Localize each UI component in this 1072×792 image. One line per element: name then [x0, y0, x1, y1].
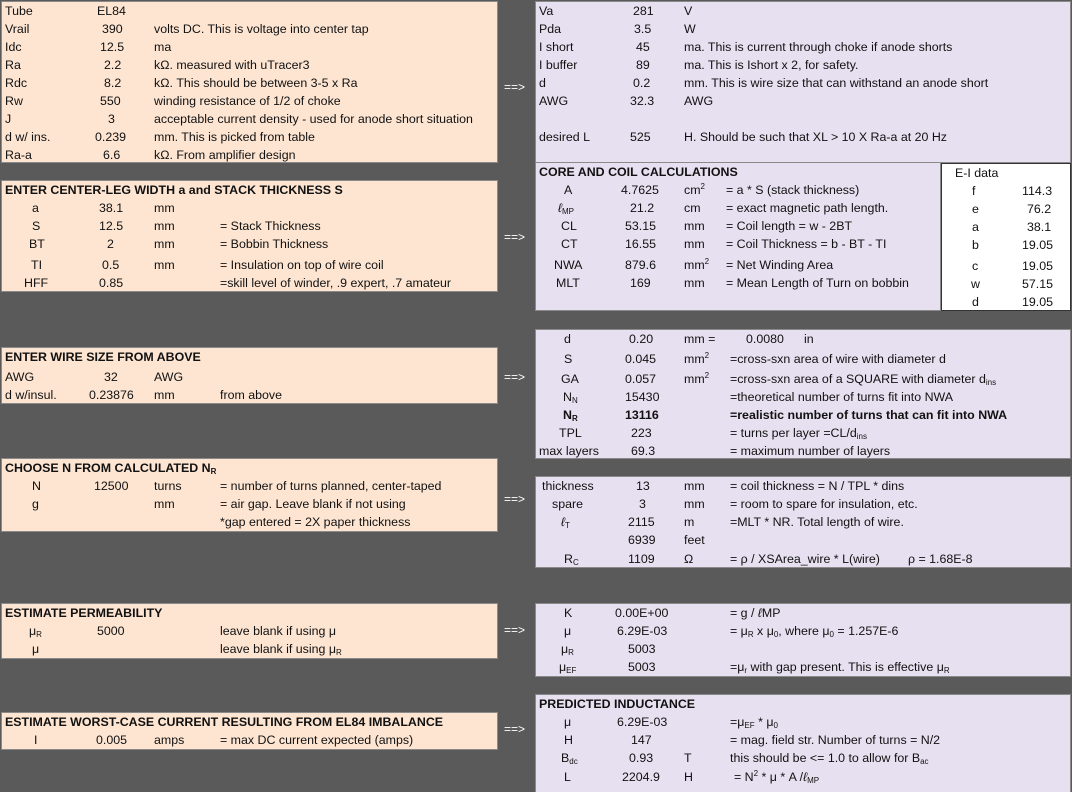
- param-row-rdc: Rdc 8.2 kΩ. This should be between 3-5 x Ra: [5, 76, 358, 90]
- calc-row-thickness: thickness 13 mm = coil thickness = N / TPL * dins: [542, 479, 905, 493]
- section-title: ESTIMATE WORST-CASE CURRENT RESULTING FROM EL84 IMBALANCE: [5, 715, 444, 729]
- calc-row-nr: $N_R$ 13116 =realistic number of turns that can fit into NWA: [563, 408, 1008, 423]
- a-value[interactable]: 38.1: [99, 201, 124, 215]
- lmp-symbol: ℓ$_{MP}$: [558, 201, 575, 216]
- calc-row-spare: spare 3 mm = room to spare for insulation, etc.: [552, 497, 918, 511]
- calc-row-lt: ℓ$_T$ 2115 m =MLT * NR. Total length of wire.: [561, 515, 904, 530]
- section-title: CORE AND COIL CALCULATIONS: [539, 165, 738, 179]
- tube-value[interactable]: EL84: [97, 4, 126, 18]
- current-imbalance-panel: [1, 712, 498, 750]
- ei-title: E-I data: [955, 166, 999, 180]
- ei-row-d: d 19.05: [972, 295, 1054, 309]
- dins-value[interactable]: 0.239: [95, 130, 127, 144]
- ei-row-w: w 57.15: [971, 277, 1054, 291]
- air-gap-value[interactable]: [94, 495, 144, 513]
- k-desc: = g / ℓMP: [730, 606, 781, 620]
- param-row-ra: Ra 2.2 kΩ. measured with uTracer3: [5, 58, 310, 72]
- calc-row-d: d 0.2 mm. This is wire size that can withstand an anode short: [539, 76, 989, 90]
- arrow-5: ==>: [504, 623, 526, 637]
- arrow-4: ==>: [504, 492, 526, 506]
- perm-row-mu: μ leave blank if using $\mu_R$: [32, 642, 342, 657]
- choose-n-title: CHOOSE N FROM CALCULATED $N_R$: [5, 461, 217, 476]
- ra-value[interactable]: 2.2: [104, 58, 122, 72]
- calc-row-cl: CL 53.15 mm = Coil length = w - 2BT: [561, 219, 853, 233]
- raa-value[interactable]: 6.6: [103, 148, 121, 162]
- idc-value[interactable]: 12.5: [100, 40, 125, 54]
- calc-row-ct: CT 16.55 mm = Coil Thickness = b - BT - TI: [561, 237, 887, 251]
- calc-row-d-wire: d 0.20 mm = 0.0080 in: [564, 332, 814, 346]
- desired-l-value[interactable]: 525: [630, 130, 651, 144]
- arrow-3: ==>: [504, 370, 526, 384]
- lt-symbol: ℓ$_T$: [561, 515, 570, 530]
- permeability-panel: [1, 603, 498, 659]
- calc-row-pda: Pda 3.5 W: [539, 22, 696, 36]
- calc-row-max-layers: max layers 69.3 = maximum number of layers: [539, 444, 891, 458]
- ind-row-h: H 147 = mag. field str. Number of turns = N/2: [564, 733, 941, 747]
- calc-row-area: A 4.7625 $cm^2$ = a * S (stack thickness): [564, 181, 860, 197]
- section-title: PREDICTED INDUCTANCE: [539, 697, 696, 711]
- ind-row-bdc: $B_{dc}$ 0.93 T this should be <= 1.0 to allow for $B_{ac}$: [561, 751, 929, 766]
- j-value[interactable]: 3: [108, 112, 115, 126]
- calc-row-mu: μ 6.29E-03 = $\mu_R$ x $\mu_0$, where $\mu_0 = 1.257E-6$: [564, 624, 899, 639]
- mur-value[interactable]: 5000: [97, 624, 125, 638]
- bt-value[interactable]: 2: [107, 237, 114, 251]
- calc-row-lmp: ℓ$_{MP}$ 21.2 cm = exact magnetic path length.: [558, 201, 889, 216]
- ind-row-l: L 2204.9 H = $N^2$ * μ * A /ℓ$_{MP}$: [564, 768, 820, 785]
- param-row-idc: Idc 12.5 ma: [5, 40, 172, 54]
- calc-row-va: Va 281 V: [539, 4, 693, 18]
- mu-calc-desc: = $\mu_R$ x $\mu_0$, where $\mu_0 = 1.257E-6$: [730, 624, 899, 639]
- permeability-calc-panel: [535, 603, 1071, 677]
- wire-calculations-panel: [535, 329, 1071, 459]
- calc-row-awg: AWG 32.3 AWG: [539, 94, 714, 108]
- bdc-symbol: $B_{dc}$: [561, 751, 578, 766]
- arrow-1: ==>: [504, 80, 526, 94]
- tpl-desc: = turns per layer $=CL/d_{ins}$: [730, 426, 867, 441]
- calc-row-muef: $\mu_{EF}$ 5003 $=\mu_r$ with gap present. This is effective $\mu_R$: [559, 660, 950, 675]
- calc-row-ga: GA 0.057 $mm^2$ =cross-sxn area of a SQUARE with diameter $d_{ins}$: [561, 370, 997, 387]
- unit-cm2: $cm^2$: [684, 181, 705, 197]
- ga-desc: =cross-sxn area of a SQUARE with diameter $d_{ins}$: [730, 372, 997, 387]
- muef-desc: $=\mu_r$ with gap present. This is effective $\mu_R$: [730, 660, 950, 675]
- calc-row-nwa: NWA 879.6 $mm^2$ = Net Winding Area: [554, 256, 834, 272]
- thickness-desc: = coil thickness = N / TPL * dins: [730, 479, 905, 493]
- ei-row-f: f 114.3: [972, 184, 1053, 198]
- calc-row-ishort: I short 45 ma. This is current through choke if anode shorts: [539, 40, 953, 54]
- param-row-rw: Rw 550 winding resistance of 1/2 of choke: [5, 94, 341, 108]
- calc-row-nn: $N_N$ 15430 =theoretical number of turns fit into NWA: [563, 390, 954, 405]
- calc-row-ibuffer: I buffer 89 ma. This is Ishort x 2, for safety.: [539, 58, 859, 72]
- calc-row-tpl: TPL 223 = turns per layer $=CL/d_{ins}$: [559, 426, 867, 441]
- predicted-inductance-panel: [535, 694, 1071, 792]
- ei-data-table: [941, 163, 1071, 311]
- turns-row-n: N 12500 turns = number of turns planned, center-taped: [32, 479, 442, 493]
- section-title: ENTER CENTER-LEG WIDTH a and STACK THICKNESS S: [5, 183, 343, 197]
- tube-parameters-panel: [1, 1, 498, 163]
- section-title: [2, 459, 497, 477]
- dins-insul-value[interactable]: 0.23876: [89, 388, 134, 402]
- calc-row-mlt: MLT 169 mm = Mean Length of Turn on bobbin: [556, 276, 909, 290]
- calc-row-rc: $R_C$ 1109 Ω = ρ / XSArea_wire * L(wire) ρ = 1.68E-8: [564, 552, 973, 567]
- muef-symbol: $\mu_{EF}$: [559, 660, 577, 675]
- param-row-tube: Tube EL84: [5, 4, 126, 18]
- calc-row-k: K 0.00E+00 = g / ℓMP: [564, 606, 781, 620]
- ei-row-a: a 38.1: [972, 220, 1052, 234]
- calc-row-s-area: S 0.045 $mm^2$ =cross-sxn area of wire with diameter d: [564, 350, 946, 366]
- mu-ind-desc: $=\mu_{EF} * \mu_0$: [730, 715, 778, 730]
- rw-value[interactable]: 550: [100, 94, 121, 108]
- n-turns-value[interactable]: 12500: [94, 479, 129, 493]
- wire-row-awg: AWG 32 AWG: [5, 370, 184, 384]
- l-desc: = $N^2$ * μ * A /ℓ$_{MP}$: [734, 768, 820, 785]
- calc-row-desired-l: desired L 525 H. Should be such that XL > 10 X Ra-a at 20 Hz: [539, 130, 947, 144]
- hff-value[interactable]: 0.85: [99, 276, 124, 290]
- bdc-desc: this should be <= 1.0 to allow for $B_{ac}$: [730, 751, 929, 766]
- core-row-a: a 38.1 mm: [32, 201, 175, 215]
- core-row-ti: TI 0.5 mm = Insulation on top of wire coil: [31, 258, 384, 272]
- mu-value[interactable]: [94, 640, 144, 658]
- wire-size-panel: [1, 347, 498, 404]
- param-row-raa: Ra-a 6.6 kΩ. From amplifier design: [5, 148, 296, 162]
- unit-mm2: $mm^2$: [684, 370, 710, 386]
- i-imbalance-value[interactable]: 0.005: [96, 733, 128, 747]
- core-row-hff: HFF 0.85 =skill level of winder, .9 expert, .7 amateur: [24, 276, 452, 290]
- section-title: ESTIMATE PERMEABILITY: [5, 606, 163, 620]
- calc-row-feet: 6939 feet: [628, 533, 705, 547]
- param-row-j: J 3 acceptable current density - used for anode short situation: [5, 112, 473, 126]
- ei-row-e: e 76.2: [972, 202, 1052, 216]
- imbalance-row-i: I 0.005 amps = max DC current expected (amps): [34, 733, 414, 747]
- choose-n-panel: [1, 458, 498, 532]
- nn-symbol: $N_N$: [563, 390, 578, 405]
- section-title: ENTER WIRE SIZE FROM ABOVE: [5, 350, 201, 364]
- core-coil-calculations-panel: [535, 163, 941, 311]
- arrow-6: ==>: [504, 722, 526, 736]
- param-row-dins: d w/ ins. 0.239 mm. This is picked from table: [5, 130, 315, 144]
- awg-value[interactable]: 32: [104, 370, 118, 384]
- vrail-value[interactable]: 390: [102, 22, 123, 36]
- wire-row-dins: d w/insul. 0.23876 mm from above: [5, 388, 282, 402]
- nr-symbol: $N_R$: [563, 408, 578, 423]
- unit-mm2: $mm^2$: [684, 256, 710, 272]
- rdc-value[interactable]: 8.2: [104, 76, 122, 90]
- core-row-bt: BT 2 mm = Bobbin Thickness: [29, 237, 329, 251]
- ei-row-c: c 19.05: [972, 259, 1054, 273]
- mu-desc: leave blank if using $\mu_R$: [220, 642, 342, 657]
- anode-short-panel: [535, 1, 1071, 163]
- ti-value[interactable]: 0.5: [102, 258, 120, 272]
- perm-row-mur: $\mu_R$ 5000 leave blank if using μ: [29, 624, 336, 639]
- core-input-panel: [1, 180, 498, 292]
- mur-symbol: $\mu_R$: [29, 624, 42, 639]
- s-value[interactable]: 12.5: [99, 219, 124, 233]
- param-row-vrail: Vrail 390 volts DC. This is voltage into center tap: [5, 22, 369, 36]
- arrow-2: ==>: [504, 230, 526, 244]
- turns-row-g: g mm = air gap. Leave blank if not using: [32, 497, 406, 511]
- unit-mm2: $mm^2$: [684, 350, 710, 366]
- ind-row-mu: μ 6.29E-03 $=\mu_{EF} * \mu_0$: [564, 715, 778, 730]
- calc-row-mur: $\mu_R$ 5003: [561, 642, 656, 657]
- ei-row-b: b 19.05: [972, 238, 1054, 252]
- core-row-s: S 12.5 mm = Stack Thickness: [32, 219, 321, 233]
- mur-calc-symbol: $\mu_R$: [561, 642, 574, 657]
- rc-symbol: $R_C$: [564, 552, 579, 567]
- turns-row-note: *gap entered = 2X paper thickness: [220, 515, 411, 529]
- coil-fit-panel: [535, 476, 1071, 568]
